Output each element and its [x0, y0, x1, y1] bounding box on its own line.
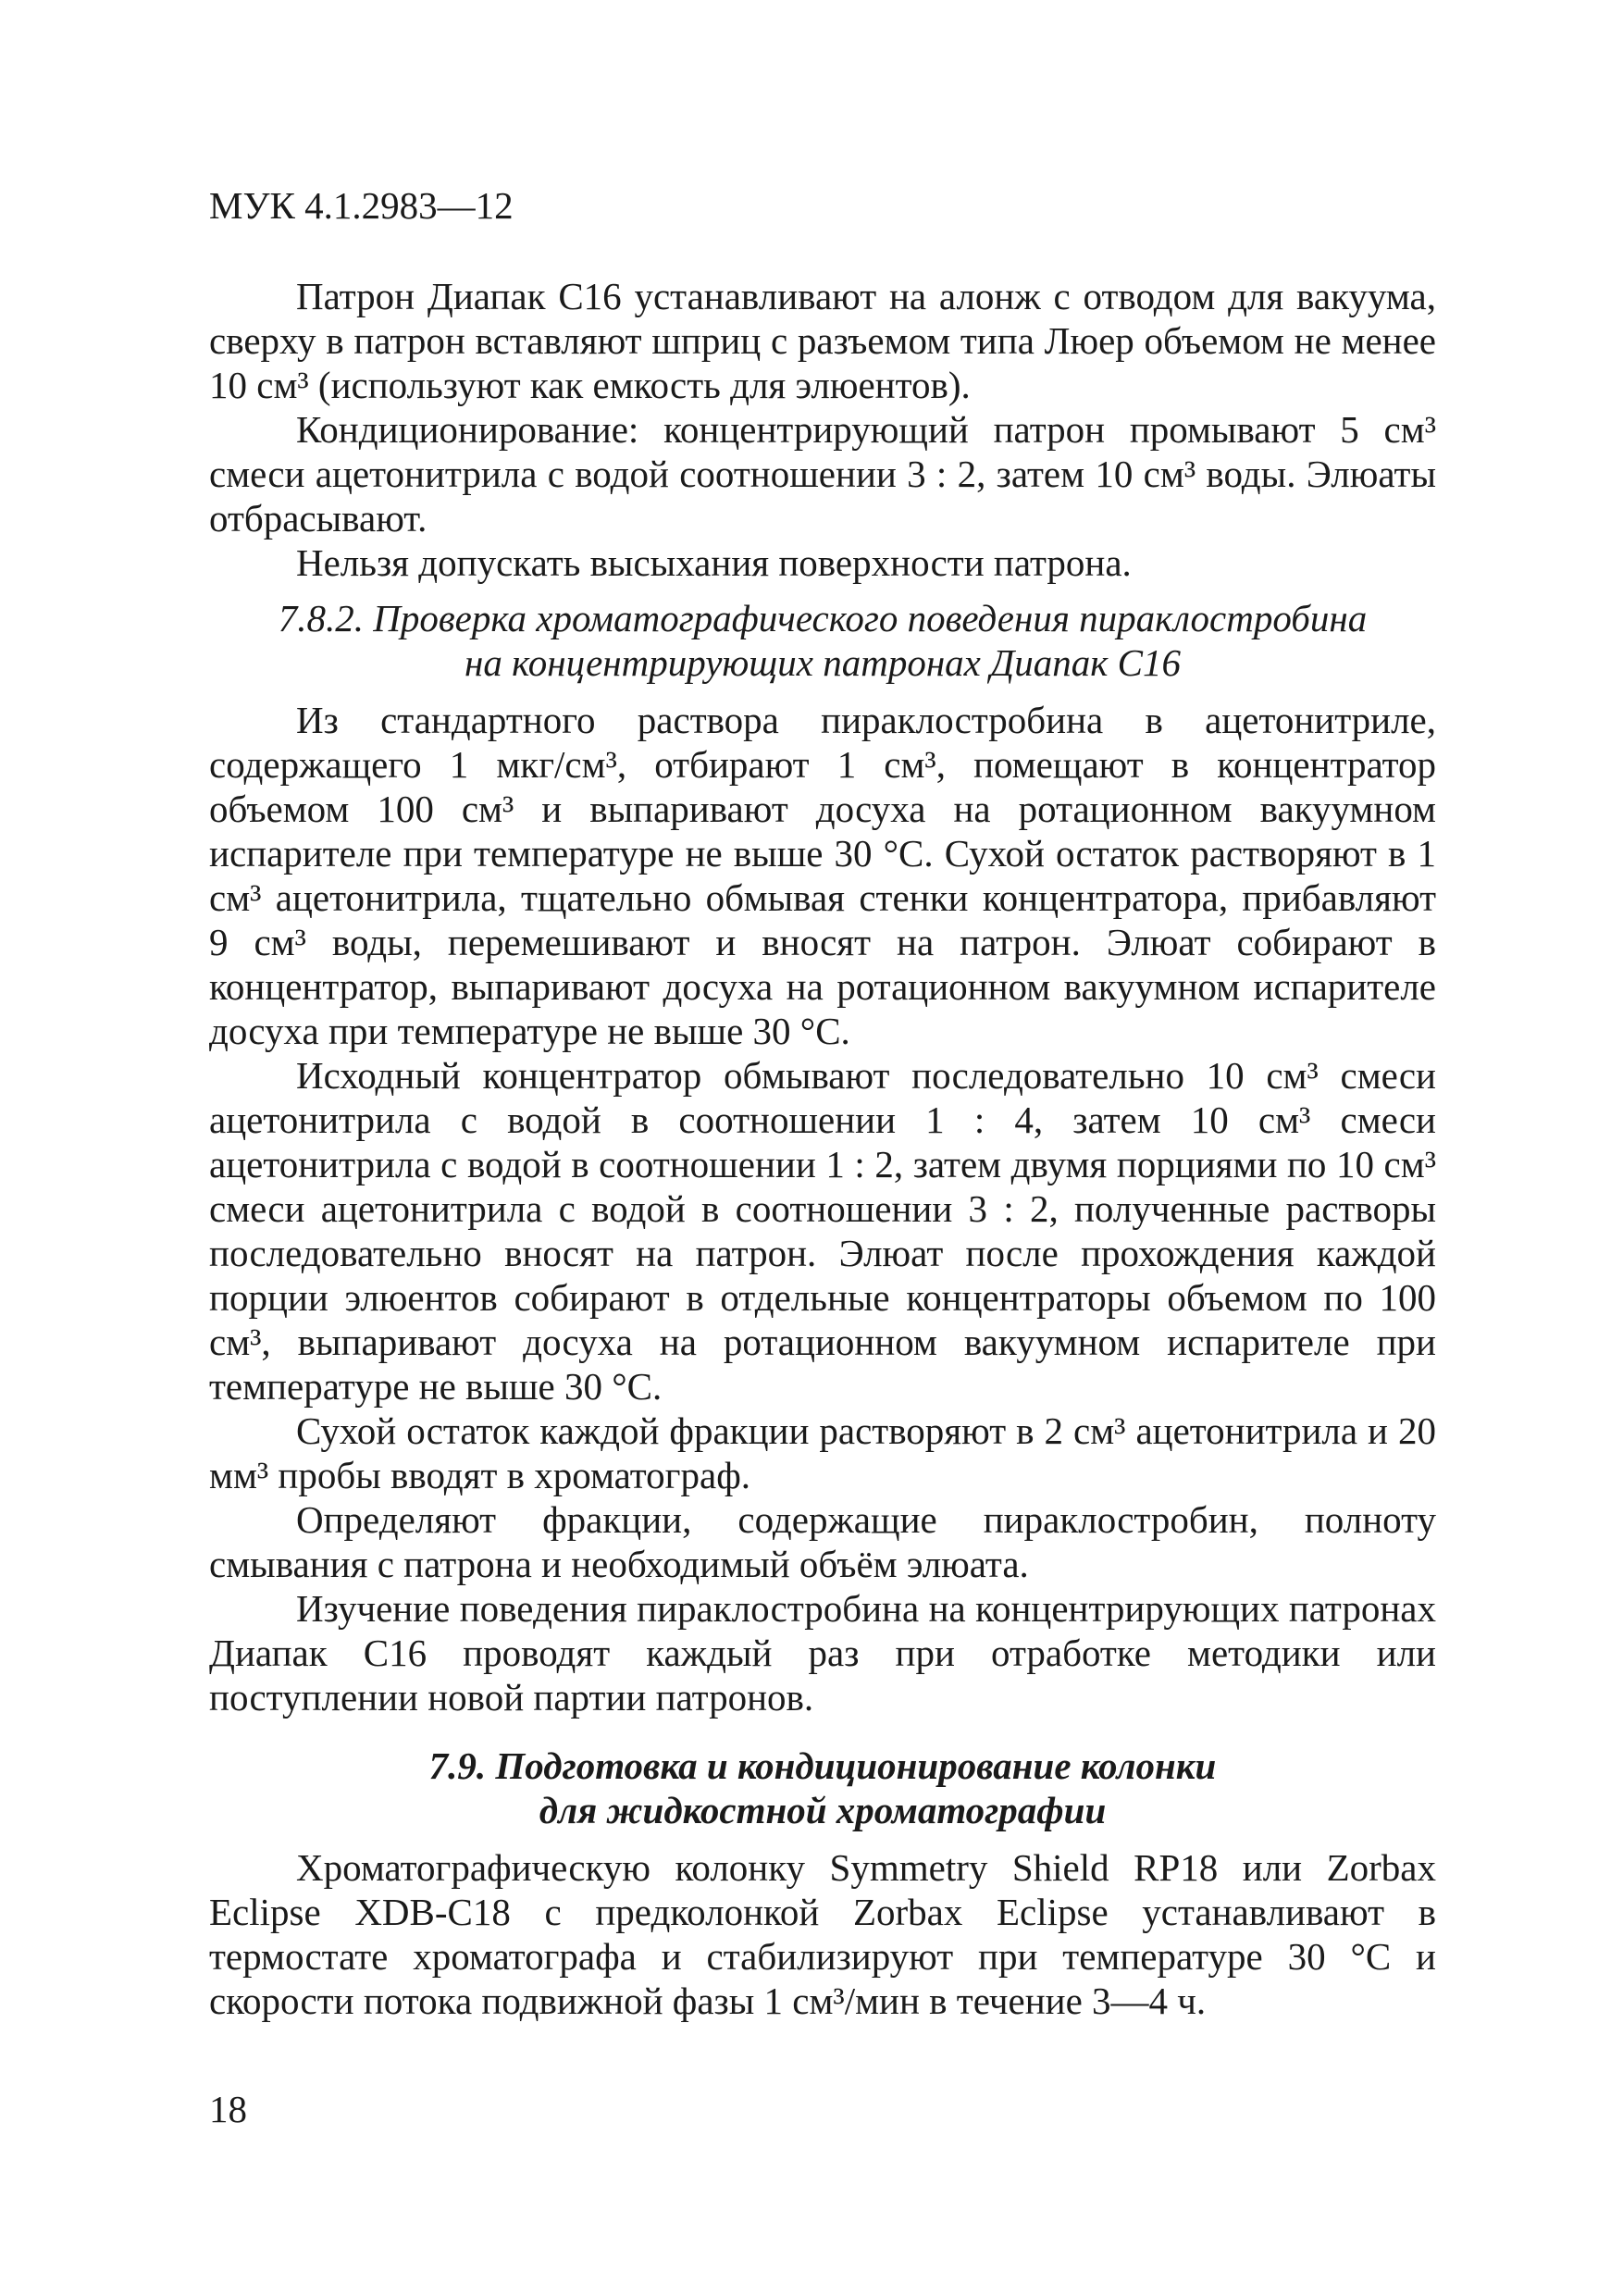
section-heading-7-9: [209, 1744, 1436, 1832]
document-body: [209, 274, 1436, 2023]
section-heading-line: для жидкостной хроматографии: [539, 1789, 1107, 1831]
document-header: МУК 4.1.2983—12: [209, 184, 514, 227]
paragraph: Патрон Диапак С16 устанавливают на алонж с отводом для вакуума, сверху в патрон вставляют шприц с разъемом типа Люер объемом не менее 10 см³ (используют как емкость для элюентов).: [209, 275, 1436, 406]
paragraph: Определяют фракции, содержащие пираклостробин, полноту смывания с патрона и необходимый объём элюата.: [209, 1498, 1436, 1585]
section-heading-line: на концентрирующих патронах Диапак С16: [465, 641, 1181, 684]
paragraph: Изучение поведения пираклостробина на концентрирующих патронах Диапак С16 проводят каждый раз при отработке методики или поступлении новой партии патронов.: [209, 1587, 1436, 1719]
paragraph: Хроматографическую колонку Symmetry Shield RP18 или Zorbax Eclipse XDB-C18 с предколонкой Zorbax Eclipse устанавливают в термостате хроматографа и стабилизируют при температуре 30 °С и скорости потока подвижной фазы 1 см³/мин в течение 3—4 ч.: [209, 1846, 1436, 2022]
paragraph: Нельзя допускать высыхания поверхности патрона.: [296, 541, 1132, 584]
section-heading-line: 7.9. Подготовка и кондиционирование колонки: [428, 1744, 1217, 1787]
paragraph: Кондиционирование: концентрирующий патрон промывают 5 см³ смеси ацетонитрила с водой соотношении 3 : 2, затем 10 см³ воды. Элюаты отбрасывают.: [209, 408, 1436, 540]
paragraph: Из стандартного раствора пираклостробина в ацетонитриле, содержащего 1 мкг/см³, отбирают 1 см³, помещают в концентратор объемом 100 см³ и выпаривают досуха на ротационном вакуумном испарителе при температуре не выше 30 °С. Сухой остаток растворяют в 1 см³ ацетонитрила, тщательно обмывая стенки концентратора, прибавляют 9 см³ воды, перемешивают и вносят на патрон. Элюат собирают в концентратор, выпаривают досуха на ротационном вакуумном испарителе досуха при температуре не выше 30 °С.: [209, 699, 1436, 1052]
paragraph: Сухой остаток каждой фракции растворяют в 2 см³ ацетонитрила и 20 мм³ пробы вводят в хроматограф.: [209, 1409, 1436, 1496]
section-heading-7-8-2: [209, 596, 1436, 685]
section-heading-line: 7.8.2. Проверка хроматографического поведения пираклостробина: [278, 597, 1368, 639]
page-number: 18: [209, 2088, 247, 2130]
paragraph: Исходный концентратор обмывают последовательно 10 см³ смеси ацетонитрила с водой в соотношении 1 : 4, затем 10 см³ смеси ацетонитрила с водой в соотношении 1 : 2, затем двумя порциями по 10 см³ смеси ацетонитрила с водой в соотношении 3 : 2, полученные растворы последовательно вносят на патрон. Элюат после прохождения каждой порции элюентов собирают в отдельные концентраторы объемом по 100 см³, выпаривают досуха на ротационном вакуумном испарителе при температуре не выше 30 °С.: [209, 1054, 1436, 1408]
